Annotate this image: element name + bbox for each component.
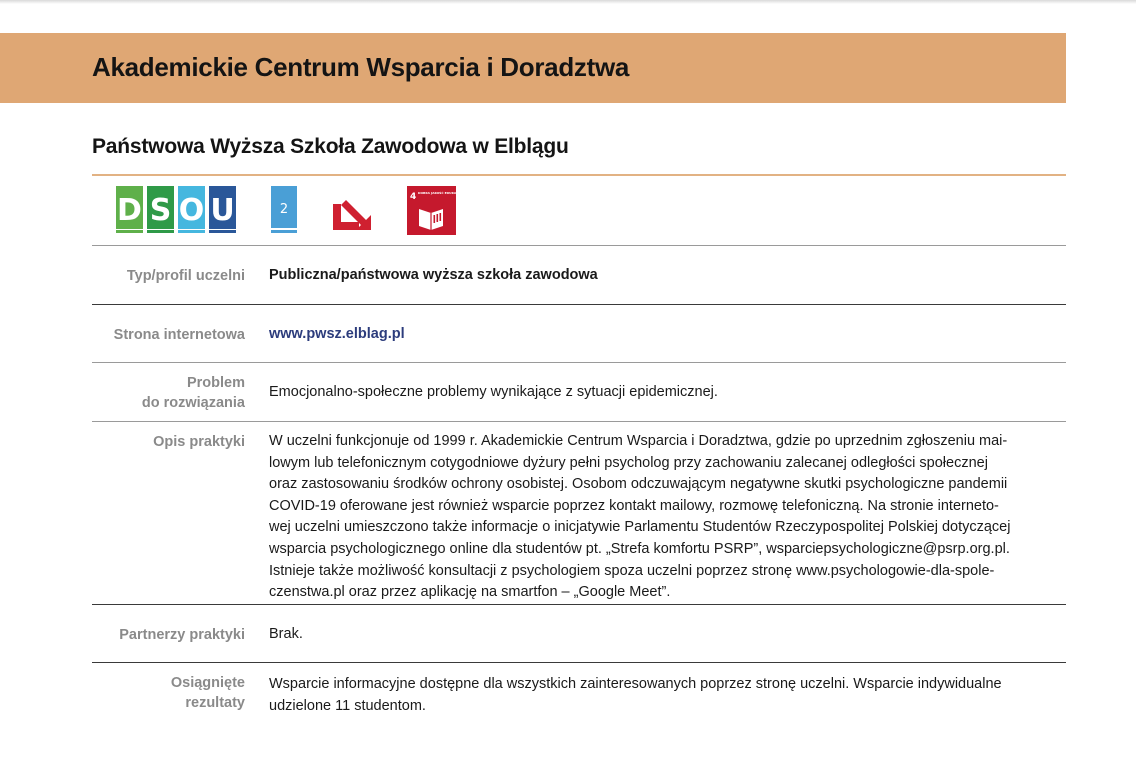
website-link[interactable]: www.pwsz.elblag.pl (269, 326, 405, 342)
sdg-number: 4 (410, 192, 417, 202)
dsou-letter-o: O (178, 193, 205, 228)
value-results: Wsparcie informacyjne dostępne dla wszystkich zainteresowanych poprzez stronę uczelni. Wsparcie indywidualne udzielone 11 studentom. (269, 676, 1002, 714)
row-divider (92, 245, 1066, 246)
label-results: Osiągnięte rezultaty (170, 675, 245, 711)
value-institution-type: Publiczna/państwowa wyższa szkoła zawodowa (269, 267, 598, 283)
sdg-caption: DOBRA JAKOŚĆ EDUKACJI (418, 191, 461, 195)
row-divider (92, 421, 1066, 422)
label-institution-type: Typ/profil uczelni (126, 268, 245, 284)
label-website: Strona internetowa (113, 327, 245, 343)
dsou-letter-d: D (117, 193, 142, 228)
row-divider (92, 304, 1066, 305)
level-badge-icon (271, 186, 297, 234)
label-problem: Problem do rozwiązania (141, 375, 245, 411)
external-arrow-icon (329, 188, 375, 234)
value-partners: Brak. (269, 626, 303, 642)
dsou-tile-d (116, 186, 143, 233)
dsou-tile-o (178, 186, 205, 233)
label-partners: Partnerzy praktyki (119, 627, 245, 643)
divider (92, 174, 1066, 176)
dsou-tile-u (209, 186, 236, 233)
header-banner (0, 33, 1066, 103)
row-divider (92, 662, 1066, 663)
value-problem: Emocjonalno-społeczne problemy wynikające z sytuacji epidemicznej. (269, 384, 718, 400)
label-description: Opis praktyki (153, 434, 245, 450)
category-icons (116, 186, 516, 236)
row-divider (92, 362, 1066, 363)
institution-name: Państwowa Wyższa Szkoła Zawodowa w Elblągu (92, 135, 569, 158)
dsou-letter-u: U (210, 193, 235, 228)
page-title: Akademickie Centrum Wsparcia i Doradztwa (92, 52, 630, 82)
value-description: W uczelni funkcjonuje od 1999 r. Akademickie Centrum Wsparcia i Doradztwa, gdzie po uprzednim zgłoszeniu mai- lowym lub telefonicznym cotygodniowe dyżury pełni psycholog przy zachowaniu zalecanej odległości społecznej oraz zastosowaniu środków ochrony osobistej. Osobom odczuwającym negatywne skutki psychologiczne pandemii COVID-19 oferowane jest również wsparcie poprzez kontakt mailowy, rozmowę telefoniczną. Na stronie interneto- wej uczelni umieszczono także informacje o inicjatywie Parlamentu Studentów Rzeczypospolitej Polskiej dotyczącej wsparcia psychologicznego online dla studentów pt. „Strefa komfortu PSRP”, wsparciepsychologiczne@psrp.org.pl. Istnieje także możliwość konsultacji z psychologiem spoza uczelni poprzez stronę www.psychologowie-dla-spole- czenstwa.pl oraz przez aplikację na smartfon – „Google Meet”. (269, 433, 1011, 601)
dsou-tile-s (147, 186, 174, 233)
level-badge-number: 2 (279, 202, 289, 217)
dsou-letter-s: S (149, 193, 172, 228)
dsou-icon (116, 186, 236, 234)
row-divider (92, 604, 1066, 605)
sdg-4-quality-education-icon (407, 186, 461, 235)
top-edge-shadow (0, 0, 1136, 4)
